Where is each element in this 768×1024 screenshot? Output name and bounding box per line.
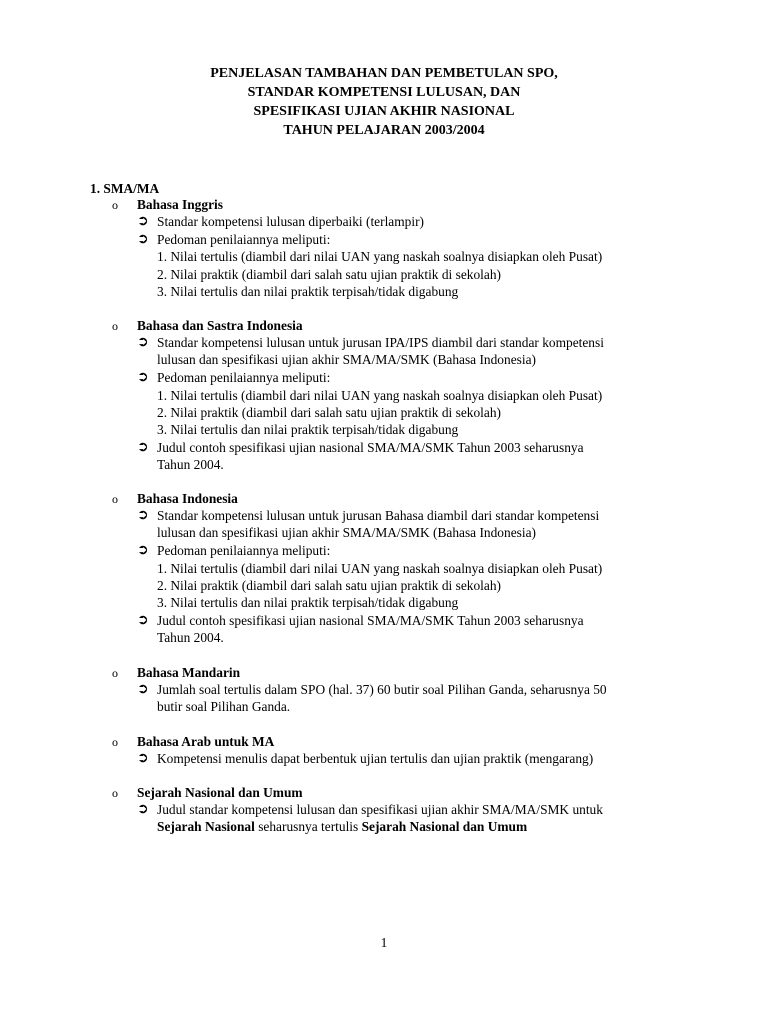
arrow-list-item: [137, 439, 697, 474]
circle-bullet-icon: o: [112, 492, 118, 506]
circle-bullet-icon: o: [112, 319, 118, 333]
arrow-list-item: [137, 681, 697, 716]
numbered-item: 2. Nilai praktik (diambil dari salah satu ujian praktik di sekolah): [157, 405, 501, 420]
arrow-bullet-icon: ➲: [137, 682, 149, 697]
item-text-line-1: Judul contoh spesifikasi ujian nasional SMA/MA/SMK Tahun 2003 seharusnya: [157, 613, 584, 628]
item-text: Standar kompetensi lulusan diperbaiki (terlampir): [157, 214, 424, 229]
numbered-item: 1. Nilai tertulis (diambil dari nilai UAN yang naskah soalnya disiapkan oleh Pusat): [157, 388, 603, 403]
document-title: [0, 64, 768, 140]
arrow-list-item: [137, 750, 697, 767]
page-number: 1: [380, 935, 388, 950]
arrow-list-item: [137, 369, 697, 386]
numbered-item: 3. Nilai tertulis dan nilai praktik terpisah/tidak digabung: [157, 422, 459, 437]
item-text-line-2: butir soal Pilihan Ganda.: [157, 699, 291, 715]
item-text-line-1: Standar kompetensi lulusan untuk jurusan Bahasa diambil dari standar kompetensi: [157, 508, 600, 523]
subsection-title: Sejarah Nasional dan Umum: [137, 785, 303, 800]
connector-text: seharusnya tertulis: [254, 819, 362, 835]
circle-bullet-icon: o: [112, 786, 118, 800]
numbered-item: 1. Nilai tertulis (diambil dari nilai UAN yang naskah soalnya disiapkan oleh Pusat): [157, 561, 603, 576]
arrow-list-item: [137, 612, 697, 647]
numbered-item: 2. Nilai praktik (diambil dari salah satu ujian praktik di sekolah): [157, 267, 501, 282]
item-text: Kompetensi menulis dapat berbentuk ujian tertulis dan ujian praktik (mengarang): [157, 751, 594, 766]
title-line-4: TAHUN PELAJARAN 2003/2004: [283, 123, 485, 138]
arrow-bullet-icon: ➲: [137, 440, 149, 455]
item-text-line-2: [157, 818, 697, 835]
arrow-bullet-icon: ➲: [137, 370, 149, 385]
circle-bullet-icon: o: [112, 735, 118, 749]
item-text-line-1: Jumlah soal tertulis dalam SPO (hal. 37) 60 butir soal Pilihan Ganda, seharusnya 50: [157, 682, 607, 697]
arrow-bullet-icon: ➲: [137, 232, 149, 247]
arrow-bullet-icon: ➲: [137, 613, 149, 628]
section-heading: 1. SMA/MA: [90, 181, 160, 196]
circle-bullet-icon: o: [112, 198, 118, 212]
numbered-item: 2. Nilai praktik (diambil dari salah satu ujian praktik di sekolah): [157, 578, 501, 593]
bold-term: Sejarah Nasional: [157, 819, 255, 835]
subsection-title: Bahasa Arab untuk MA: [137, 734, 275, 749]
item-text-line-2: lulusan dan spesifikasi ujian akhir SMA/MA/SMK (Bahasa Indonesia): [157, 352, 536, 368]
subsection-title: Bahasa Mandarin: [137, 665, 241, 680]
item-text-line-1: Judul contoh spesifikasi ujian nasional SMA/MA/SMK Tahun 2003 seharusnya: [157, 440, 584, 455]
item-text-line-2: Tahun 2004.: [157, 630, 224, 646]
numbered-item: 1. Nilai tertulis (diambil dari nilai UAN yang naskah soalnya disiapkan oleh Pusat): [157, 249, 603, 264]
title-line-1: PENJELASAN TAMBAHAN DAN PEMBETULAN SPO,: [210, 66, 558, 81]
bold-term: Sejarah Nasional dan Umum: [361, 819, 528, 835]
numbered-item: 3. Nilai tertulis dan nilai praktik terpisah/tidak digabung: [157, 595, 459, 610]
arrow-bullet-icon: ➲: [137, 508, 149, 523]
item-text-line-2: Tahun 2004.: [157, 457, 224, 473]
subsection-title: Bahasa Inggris: [137, 197, 223, 212]
item-text-line-2: lulusan dan spesifikasi ujian akhir SMA/MA/SMK (Bahasa Indonesia): [157, 525, 536, 541]
subsection-title: Bahasa Indonesia: [137, 491, 238, 506]
arrow-list-item: [137, 213, 697, 230]
arrow-bullet-icon: ➲: [137, 543, 149, 558]
arrow-bullet-icon: ➲: [137, 214, 149, 229]
arrow-bullet-icon: ➲: [137, 802, 149, 817]
title-line-3: SPESIFIKASI UJIAN AKHIR NASIONAL: [253, 104, 515, 119]
arrow-list-item: [137, 542, 697, 559]
arrow-bullet-icon: ➲: [137, 751, 149, 766]
item-text: Pedoman penilaiannya meliputi:: [157, 370, 331, 385]
subsection-title: Bahasa dan Sastra Indonesia: [137, 318, 303, 333]
arrow-list-item: [137, 231, 697, 248]
arrow-list-item: [137, 801, 697, 836]
item-text-line-1: Judul standar kompetensi lulusan dan spesifikasi ujian akhir SMA/MA/SMK untuk: [157, 802, 603, 817]
title-line-2: STANDAR KOMPETENSI LULUSAN, DAN: [247, 85, 521, 100]
arrow-list-item: [137, 334, 697, 369]
item-text: Pedoman penilaiannya meliputi:: [157, 543, 331, 558]
circle-bullet-icon: o: [112, 666, 118, 680]
arrow-bullet-icon: ➲: [137, 335, 149, 350]
item-text-line-1: Standar kompetensi lulusan untuk jurusan IPA/IPS diambil dari standar kompetensi: [157, 335, 604, 350]
numbered-item: 3. Nilai tertulis dan nilai praktik terpisah/tidak digabung: [157, 284, 459, 299]
item-text: Pedoman penilaiannya meliputi:: [157, 232, 331, 247]
arrow-list-item: [137, 507, 697, 542]
